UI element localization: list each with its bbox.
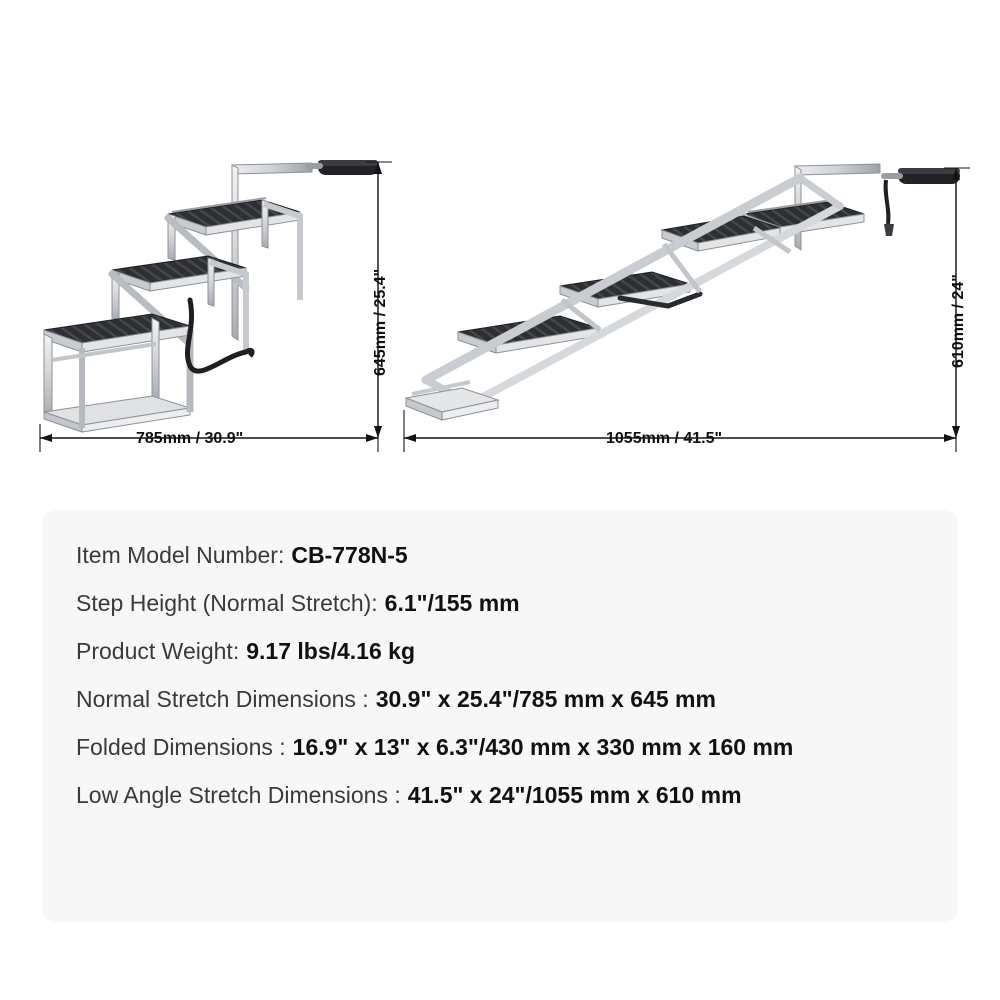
specification-panel <box>42 510 958 922</box>
spec-label-product-weight: Product Weight: <box>76 638 240 665</box>
spec-row <box>76 780 924 811</box>
spec-value-normal-stretch-dimensions: 30.9" x 25.4"/785 mm x 645 mm <box>375 686 716 713</box>
low-angle-height-label: 610mm / 24" <box>950 274 967 368</box>
normal-stretch-illustration <box>44 160 378 432</box>
spec-row <box>76 540 924 571</box>
low-angle-stretch-illustration <box>406 164 960 420</box>
spec-value-product-weight: 9.17 lbs/4.16 kg <box>246 638 415 665</box>
spec-label-low-angle-stretch-dimensions: Low Angle Stretch Dimensions : <box>76 782 401 809</box>
normal-stretch-width-label: 785mm / 30.9" <box>136 430 244 447</box>
spec-value-model-number: CB-778N-5 <box>291 542 408 568</box>
spec-row <box>76 636 924 667</box>
spec-label-step-height: Step Height (Normal Stretch): <box>76 590 378 617</box>
spec-value-low-angle-stretch-dimensions: 41.5" x 24"/1055 mm x 610 mm <box>407 782 742 809</box>
spec-label-normal-stretch-dimensions: Normal Stretch Dimensions : <box>76 686 369 713</box>
spec-row <box>76 732 924 763</box>
spec-label-model-number: Item Model Number: <box>76 542 285 568</box>
normal-stretch-height-label: 645mm / 25.4" <box>372 268 389 376</box>
spec-value-step-height: 6.1"/155 mm <box>384 590 520 617</box>
spec-label-folded-dimensions: Folded Dimensions : <box>76 734 286 761</box>
spec-row <box>76 588 924 619</box>
spec-value-folded-dimensions: 16.9" x 13" x 6.3"/430 mm x 330 mm x 160 mm <box>292 734 794 761</box>
low-angle-width-label: 1055mm / 41.5" <box>606 430 723 447</box>
spec-row <box>76 684 924 715</box>
